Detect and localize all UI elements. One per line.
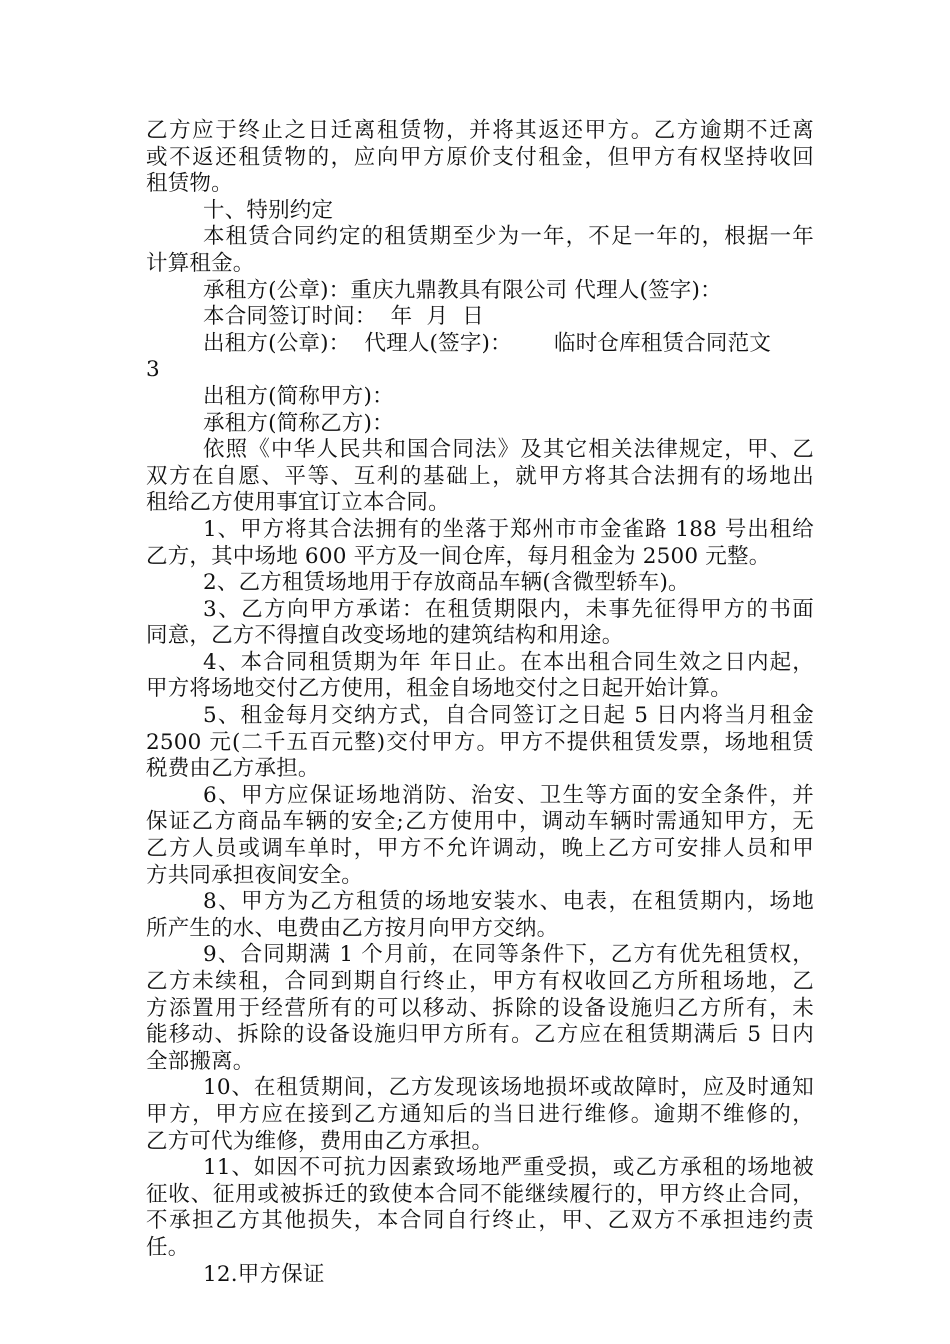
document-body: [146, 118, 814, 1288]
text-line: 任。: [146, 1234, 190, 1260]
text-line: 承租方(公章)：重庆九鼎教具有限公司 代理人(签字)：: [203, 277, 722, 303]
text-line: 十、特别约定: [203, 197, 334, 223]
text-line: 12.甲方保证: [203, 1261, 325, 1287]
text-line: 或不返还租赁物的，应向甲方原价支付租金，但甲方有权坚持收回: [146, 144, 814, 170]
text-line: 乙方人员或调车单时，甲方不允许调动，晚上乙方可安排人员和甲: [146, 836, 814, 862]
text-line: 全部搬离。: [146, 1048, 255, 1074]
text-line: 租赁物。: [146, 171, 233, 197]
text-line: 出租方(公章)： 代理人(签字)： 临时仓库租赁合同范文: [203, 330, 772, 356]
text-line: 保证乙方商品车辆的安全;乙方使用中，调动车辆时需通知甲方，无: [146, 809, 814, 835]
text-line: 税费由乙方承担。: [146, 756, 320, 782]
text-line: 乙方，其中场地 600 平方及一间仓库，每月租金为 2500 元整。: [146, 543, 771, 569]
text-line: 2500 元(二千五百元整)交付甲方。甲方不提供租赁发票，场地租赁: [146, 729, 814, 755]
text-line: 1、甲方将其合法拥有的坐落于郑州市市金雀路 188 号出租给: [203, 516, 814, 542]
text-line: 3: [146, 357, 160, 383]
text-line: 依照《中华人民共和国合同法》及其它相关法律规定，甲、乙: [203, 437, 814, 463]
text-line: 乙方应于终止之日迁离租赁物，并将其返还甲方。乙方逾期不迁离: [146, 118, 814, 143]
text-line: 同意，乙方不得擅自改变场地的建筑结构和用途。: [146, 623, 624, 649]
text-line: 承租方(简称乙方)：: [203, 410, 394, 436]
text-line: 计算租金。: [146, 250, 255, 276]
text-line: 3、乙方向甲方承诺：在租赁期限内，未事先征得甲方的书面: [203, 596, 814, 622]
text-line: 4、本合同租赁期为年 年日止。在本出租合同生效之日内起，: [203, 649, 814, 675]
text-line: 双方在自愿、平等、互利的基础上，就甲方将其合法拥有的场地出: [146, 463, 814, 489]
text-line: 征收、征用或被拆迁的致使本合同不能继续履行的，甲方终止合同，: [146, 1181, 814, 1207]
text-line: 出租方(简称甲方)：: [203, 383, 394, 409]
text-line: 本合同签订时间： 年 月 日: [203, 304, 484, 330]
text-line: 能移动、拆除的设备设施归甲方所有。乙方应在租赁期满后 5 日内: [146, 1022, 814, 1048]
text-line: 5、租金每月交纳方式，自合同签订之日起 5 日内将当月租金: [203, 703, 814, 729]
text-line: 方共同承担夜间安全。: [146, 862, 364, 888]
text-line: 不承担乙方其他损失，本合同自行终止，甲、乙双方不承担违约责: [146, 1208, 814, 1234]
text-line: 10、在租赁期间，乙方发现该场地损坏或故障时，应及时通知: [203, 1075, 814, 1101]
text-line: 所产生的水、电费由乙方按月向甲方交纳。: [146, 915, 559, 941]
text-line: 本租赁合同约定的租赁期至少为一年，不足一年的，根据一年: [203, 224, 814, 250]
text-line: 方添置用于经营所有的可以移动、拆除的设备设施归乙方所有，未: [146, 995, 814, 1021]
text-line: 11、如因不可抗力因素致场地严重受损，或乙方承租的场地被: [203, 1155, 814, 1181]
text-line: 租给乙方使用事宜订立本合同。: [146, 490, 450, 516]
text-line: 6、甲方应保证场地消防、治安、卫生等方面的安全条件，并: [203, 782, 814, 808]
text-line: 乙方可代为维修，费用由乙方承担。: [146, 1128, 494, 1154]
text-line: 甲方将场地交付乙方使用，租金自场地交付之日起开始计算。: [146, 676, 732, 702]
text-line: 8、甲方为乙方租赁的场地安装水、电表，在租赁期内，场地: [203, 889, 814, 915]
text-line: 甲方，甲方应在接到乙方通知后的当日进行维修。逾期不维修的，: [146, 1101, 814, 1127]
text-line: 2、乙方租赁场地用于存放商品车辆(含微型轿车)。: [203, 570, 690, 596]
text-line: 9、合同期满 1 个月前，在同等条件下，乙方有优先租赁权，: [203, 942, 814, 968]
text-line: 乙方未续租，合同到期自行终止，甲方有权收回乙方所租场地，乙: [146, 969, 814, 994]
